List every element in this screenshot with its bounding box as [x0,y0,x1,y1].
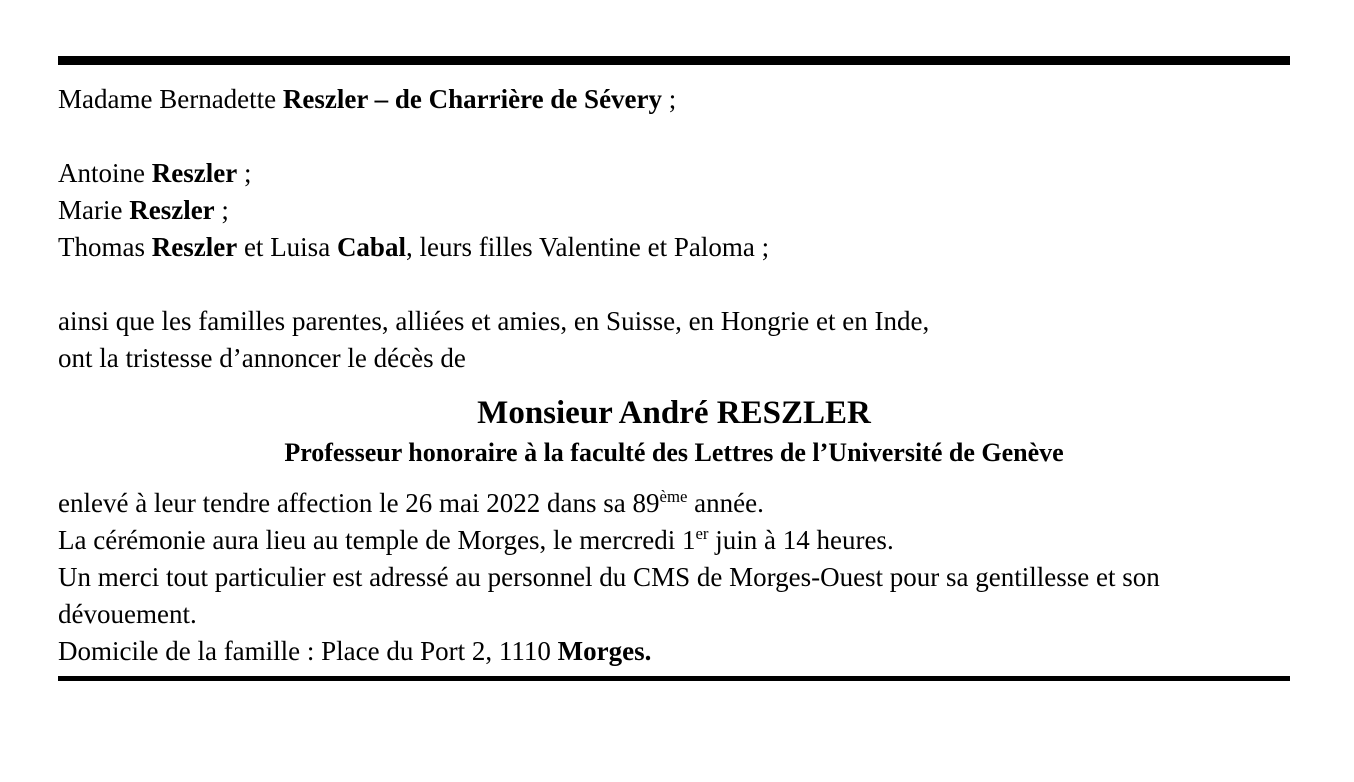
widow-surname: Reszler – de Charrière de Sévery [282,84,663,114]
survivor-2-suffix: ; [214,195,229,225]
address-city: Morges. [557,636,652,666]
widow-line [58,81,1290,118]
survivor-3-surname: Reszler [151,232,238,262]
death-date-line [58,485,1290,522]
death-notice-card [58,56,1290,681]
families-line: ainsi que les familles parentes, alliées et amies, en Suisse, en Hongrie et en Inde, [58,306,930,336]
survivor-line-1 [58,155,1290,192]
address-line [58,633,1290,670]
death-date-suffix: année. [687,488,764,518]
address-prefix: Domicile de la famille : Place du Port 2, 1110 [58,636,558,666]
survivor-line-3 [58,229,1290,266]
top-rule [58,56,1290,65]
announcement-line: ont la tristesse d’annoncer le décès de [58,343,466,373]
widow-prefix: Madame Bernadette [58,84,283,114]
survivor-2-prefix: Marie [58,195,130,225]
ceremony-line [58,522,1290,559]
death-date-ordinal: ème [659,487,688,506]
survivor-3-mid: et Luisa [237,232,337,262]
survivor-1-prefix: Antoine [58,158,152,188]
deceased-name: Monsieur André RESZLER [477,395,871,431]
bottom-rule [58,676,1290,681]
survivor-3-prefix: Thomas [58,232,152,262]
ceremony-prefix: La cérémonie aura lieu au temple de Morges, le mercredi 1 [58,525,696,555]
survivor-3-suffix: , leurs filles Valentine et Paloma ; [405,232,770,262]
survivor-2-surname: Reszler [129,195,215,225]
notice-body [58,65,1290,676]
survivor-1-suffix: ; [237,158,252,188]
ceremony-ordinal: er [695,524,709,543]
thanks-line: Un merci tout particulier est adressé au personnel du CMS de Morges-Ouest pour sa gentillesse et son dévouement. [58,562,1160,629]
survivor-line-2 [58,192,1290,229]
survivor-3-partner-surname: Cabal [336,232,406,262]
deceased-title: Professeur honoraire à la faculté des Lettres de l’Université de Genève [284,438,1064,467]
ceremony-suffix: juin à 14 heures. [708,525,894,555]
spacer-1 [58,118,1290,155]
survivor-1-surname: Reszler [151,158,238,188]
spacer-2 [58,266,1290,303]
widow-suffix: ; [662,84,677,114]
death-date-prefix: enlevé à leur tendre affection le 26 mai 2022 dans sa 89 [58,488,660,518]
